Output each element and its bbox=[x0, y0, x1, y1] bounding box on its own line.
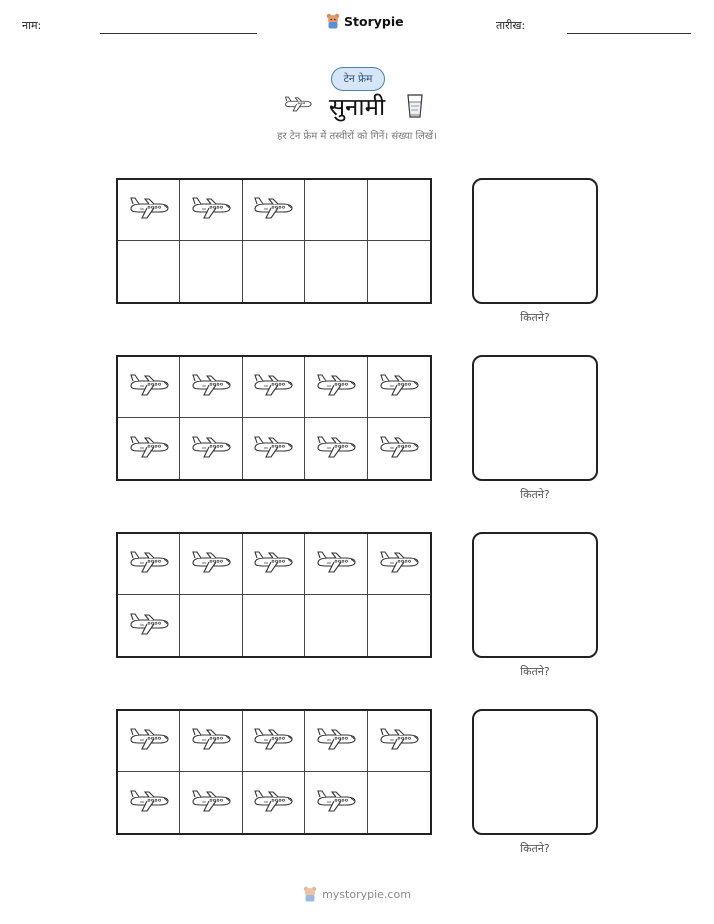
airplane-icon bbox=[189, 195, 233, 225]
ten-frame-cell bbox=[118, 180, 180, 241]
ten-frame-cell bbox=[180, 418, 242, 479]
how-many-label-1: कितने? bbox=[520, 311, 550, 324]
airplane-icon bbox=[251, 372, 295, 402]
ten-frame-cell bbox=[305, 241, 367, 302]
airplane-icon bbox=[251, 726, 295, 756]
ten-frame-cell bbox=[180, 772, 242, 833]
name-label: नाम: bbox=[22, 19, 42, 32]
date-label: तारीख: bbox=[496, 19, 526, 32]
ten-frame-cell bbox=[118, 357, 180, 418]
ten-frame-cell bbox=[368, 711, 430, 772]
ten-frame-cell bbox=[368, 418, 430, 479]
airplane-icon bbox=[251, 434, 295, 464]
airplane-icon bbox=[377, 549, 421, 579]
ten-frame-cell bbox=[305, 418, 367, 479]
ten-frame-cell bbox=[368, 241, 430, 302]
answer-box-1[interactable] bbox=[472, 178, 598, 304]
airplane-icon bbox=[314, 434, 358, 464]
ten-frame-cell bbox=[305, 357, 367, 418]
airplane-icon bbox=[314, 788, 358, 818]
date-line[interactable] bbox=[567, 33, 691, 34]
airplane-icon bbox=[314, 372, 358, 402]
airplane-icon bbox=[189, 788, 233, 818]
bear-mascot-icon bbox=[303, 886, 317, 902]
ten-frame-cell bbox=[243, 241, 305, 302]
ten-frame-cell bbox=[368, 772, 430, 833]
ten-frame-cell bbox=[180, 241, 242, 302]
brand-logo bbox=[326, 13, 404, 29]
ten-frame-cell bbox=[368, 357, 430, 418]
ten-frame-cell bbox=[305, 180, 367, 241]
ten-frame-cell bbox=[180, 595, 242, 656]
footer-site: mystorypie.com bbox=[322, 887, 411, 901]
ten-frame-cell bbox=[180, 180, 242, 241]
airplane-icon bbox=[377, 434, 421, 464]
airplane-icon bbox=[251, 788, 295, 818]
ten-frame-cell bbox=[243, 534, 305, 595]
ten-frame-cell bbox=[368, 595, 430, 656]
ten-frame-2 bbox=[116, 355, 432, 481]
ten-frame-4 bbox=[116, 709, 432, 835]
airplane-icon bbox=[314, 726, 358, 756]
airplane-icon bbox=[127, 611, 171, 641]
ten-frame-cell bbox=[180, 711, 242, 772]
ten-frame-cell bbox=[118, 772, 180, 833]
airplane-icon bbox=[127, 434, 171, 464]
ten-frame-cell bbox=[243, 357, 305, 418]
airplane-icon bbox=[189, 549, 233, 579]
bear-mascot-icon bbox=[326, 13, 340, 29]
ten-frame-cell bbox=[118, 418, 180, 479]
ten-frame-cell bbox=[368, 180, 430, 241]
ten-frame-cell bbox=[305, 772, 367, 833]
airplane-icon bbox=[127, 195, 171, 225]
answer-box-2[interactable] bbox=[472, 355, 598, 481]
instructions: हर टेन फ्रेम में तस्वीरों को गिनें। संख्या लिखें। bbox=[277, 131, 437, 142]
how-many-label-3: कितने? bbox=[520, 665, 550, 678]
ten-frame-1 bbox=[116, 178, 432, 304]
ten-frame-cell bbox=[118, 241, 180, 302]
ten-frame-cell bbox=[243, 711, 305, 772]
ten-frame-cell bbox=[243, 418, 305, 479]
answer-box-4[interactable] bbox=[472, 709, 598, 835]
airplane-icon bbox=[314, 549, 358, 579]
airplane-icon bbox=[189, 726, 233, 756]
ten-frame-cell bbox=[180, 357, 242, 418]
airplane-icon bbox=[189, 434, 233, 464]
ten-frame-cell bbox=[243, 595, 305, 656]
ten-frame-cell bbox=[243, 772, 305, 833]
how-many-label-2: कितने? bbox=[520, 488, 550, 501]
ten-frame-3 bbox=[116, 532, 432, 658]
ten-frame-cell bbox=[243, 180, 305, 241]
worksheet-title: सुनामी bbox=[328, 93, 386, 121]
ten-frame-cell bbox=[368, 534, 430, 595]
ten-frame-cell bbox=[305, 595, 367, 656]
footer bbox=[0, 886, 714, 902]
glass-of-water-icon bbox=[406, 93, 424, 119]
airplane-icon bbox=[377, 726, 421, 756]
airplane-icon bbox=[127, 372, 171, 402]
airplane-icon bbox=[127, 788, 171, 818]
airplane-icon bbox=[251, 195, 295, 225]
airplane-icon bbox=[127, 726, 171, 756]
airplane-icon bbox=[127, 549, 171, 579]
brand-name: Storypie bbox=[344, 13, 404, 29]
ten-frame-cell bbox=[305, 711, 367, 772]
airplane-icon bbox=[251, 549, 295, 579]
ten-frame-cell bbox=[180, 534, 242, 595]
ten-frame-cell bbox=[118, 534, 180, 595]
ten-frame-cell bbox=[118, 595, 180, 656]
name-line[interactable] bbox=[100, 33, 257, 34]
airplane-icon bbox=[377, 372, 421, 402]
ten-frame-cell bbox=[305, 534, 367, 595]
ten-frame-cell bbox=[118, 711, 180, 772]
answer-box-3[interactable] bbox=[472, 532, 598, 658]
worksheet-tag: टेन फ्रेम bbox=[331, 67, 385, 91]
how-many-label-4: कितने? bbox=[520, 842, 550, 855]
airplane-icon bbox=[189, 372, 233, 402]
